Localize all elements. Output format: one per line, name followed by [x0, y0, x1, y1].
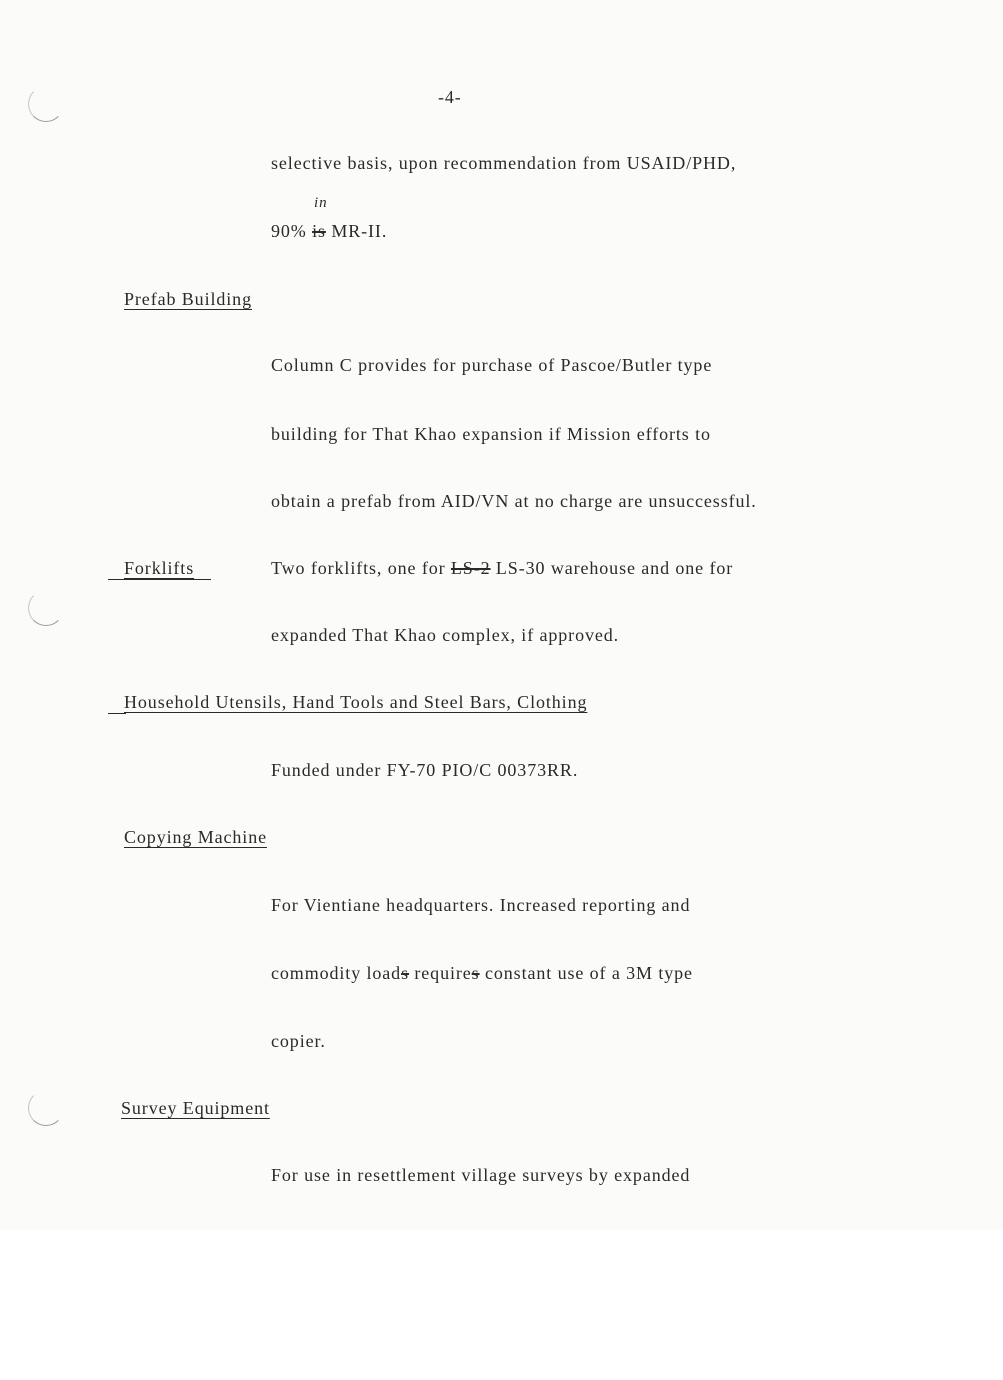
copying-line-3: copier. — [271, 1031, 326, 1051]
prefab-line-3: obtain a prefab from AID/VN at no charge are unsuccessful. — [271, 491, 757, 511]
forklifts-underline — [108, 579, 211, 580]
heading-copying-machine: Copying Machine — [124, 827, 267, 847]
copying-part-a: commodity load — [271, 963, 402, 983]
punch-hole-mark-top — [28, 86, 64, 122]
forklifts-line-2: expanded That Khao complex, if approved. — [271, 625, 620, 645]
punch-hole-mark-middle — [28, 590, 64, 626]
heading-household-utensils: Household Utensils, Hand Tools and Steel Bars, Clothing — [124, 692, 588, 712]
household-underline — [108, 713, 126, 714]
struck-letter-2: s — [471, 963, 480, 983]
forklifts-prefix: Two forklifts, one for — [271, 558, 451, 578]
body-line-selective-basis: selective basis, upon recommendation from USAID/PHD, — [271, 153, 737, 173]
heading-prefab-building: Prefab Building — [124, 289, 252, 309]
forklifts-suffix: LS-30 warehouse and one for — [490, 558, 734, 578]
mr-ii-prefix: 90% — [271, 221, 313, 241]
mr-ii-suffix: MR-II. — [325, 221, 388, 241]
copying-line-2 — [271, 962, 693, 984]
struck-letter-1: s — [401, 963, 409, 983]
prefab-line-1: Column C provides for purchase of Pascoe/Butler type — [271, 355, 713, 375]
copying-part-c: require — [409, 963, 472, 983]
heading-survey-equipment: Survey Equipment — [121, 1098, 270, 1118]
struck-word: is — [312, 221, 326, 241]
scan-margin — [0, 1230, 1003, 1380]
copying-part-e: constant use of a 3M type — [479, 963, 693, 983]
handwritten-correction: in — [314, 195, 328, 211]
page-number: -4- — [438, 87, 462, 107]
forklifts-line-1 — [271, 557, 733, 579]
survey-line-1: For use in resettlement village surveys by expanded — [271, 1165, 691, 1185]
prefab-line-2: building for That Khao expansion if Mission efforts to — [271, 424, 711, 444]
copying-line-1: For Vientiane headquarters. Increased reporting and — [271, 895, 691, 915]
struck-location: LS-2 — [450, 558, 491, 578]
punch-hole-mark-bottom — [28, 1090, 64, 1126]
heading-forklifts: Forklifts — [124, 558, 195, 578]
household-line-1: Funded under FY-70 PIO/C 00373RR. — [271, 760, 579, 780]
body-line-mr-ii — [271, 220, 387, 242]
